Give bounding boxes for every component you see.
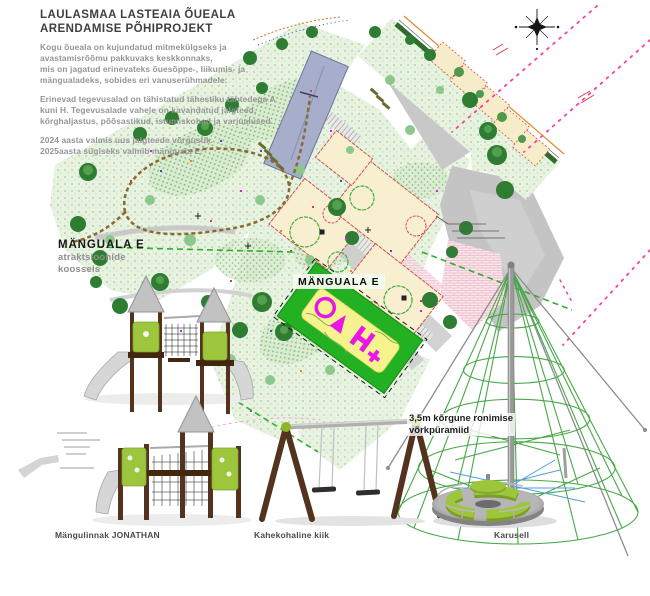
title-line-2: ARENDAMISE PÕHIPROJEKT [40, 23, 213, 35]
area-list-heading [58, 239, 145, 275]
poster-title [40, 8, 236, 36]
playhouse-jonathan-render [18, 276, 255, 526]
carousel-render [432, 474, 557, 528]
intro-paragraph-3: 2024 aasta valmis uus jalgteede võrgustik. 2025aasta sügiseks valmib mänguala E. [40, 135, 214, 156]
area-list-sub-1: atraktsioonide [58, 252, 126, 263]
map-area-label: MÄNGUALA E [293, 274, 385, 289]
pyramid-note: 3,5m kõrgune ronimise võrkpüramiid [409, 413, 514, 436]
intro-text [40, 42, 276, 165]
intro-paragraph-2: Erinevad tegevusalad on tähistatud tähestiku tähtedega A kuni H. Tegevusalade vahele on kavandatud jalgteed, kõrghaljastus, põõsastikud, istumiskohad ja varjualused. [40, 94, 276, 126]
title-line-1: LAULASMAA LASTEAIA ÕUEALA [40, 9, 236, 21]
intro-paragraph-1: Kogu õueala on kujundatud mitmekülgseks ja avastamisrõõmu pakkuvaks keskkonnaks, mis on jagatud erinevateks õuesõppe-, liikumis- ja mängualadeks, sobides eri vanuserühmadele. [40, 42, 246, 85]
caption-carousel: Karusell [494, 530, 530, 540]
caption-playhouse: Mängulinnak JONATHAN [55, 530, 160, 540]
area-list-sub-2: koosseis [58, 263, 101, 275]
area-list-title: MÄNGUALA E [58, 239, 145, 251]
caption-swing: Kahekohaline kiik [254, 530, 330, 540]
